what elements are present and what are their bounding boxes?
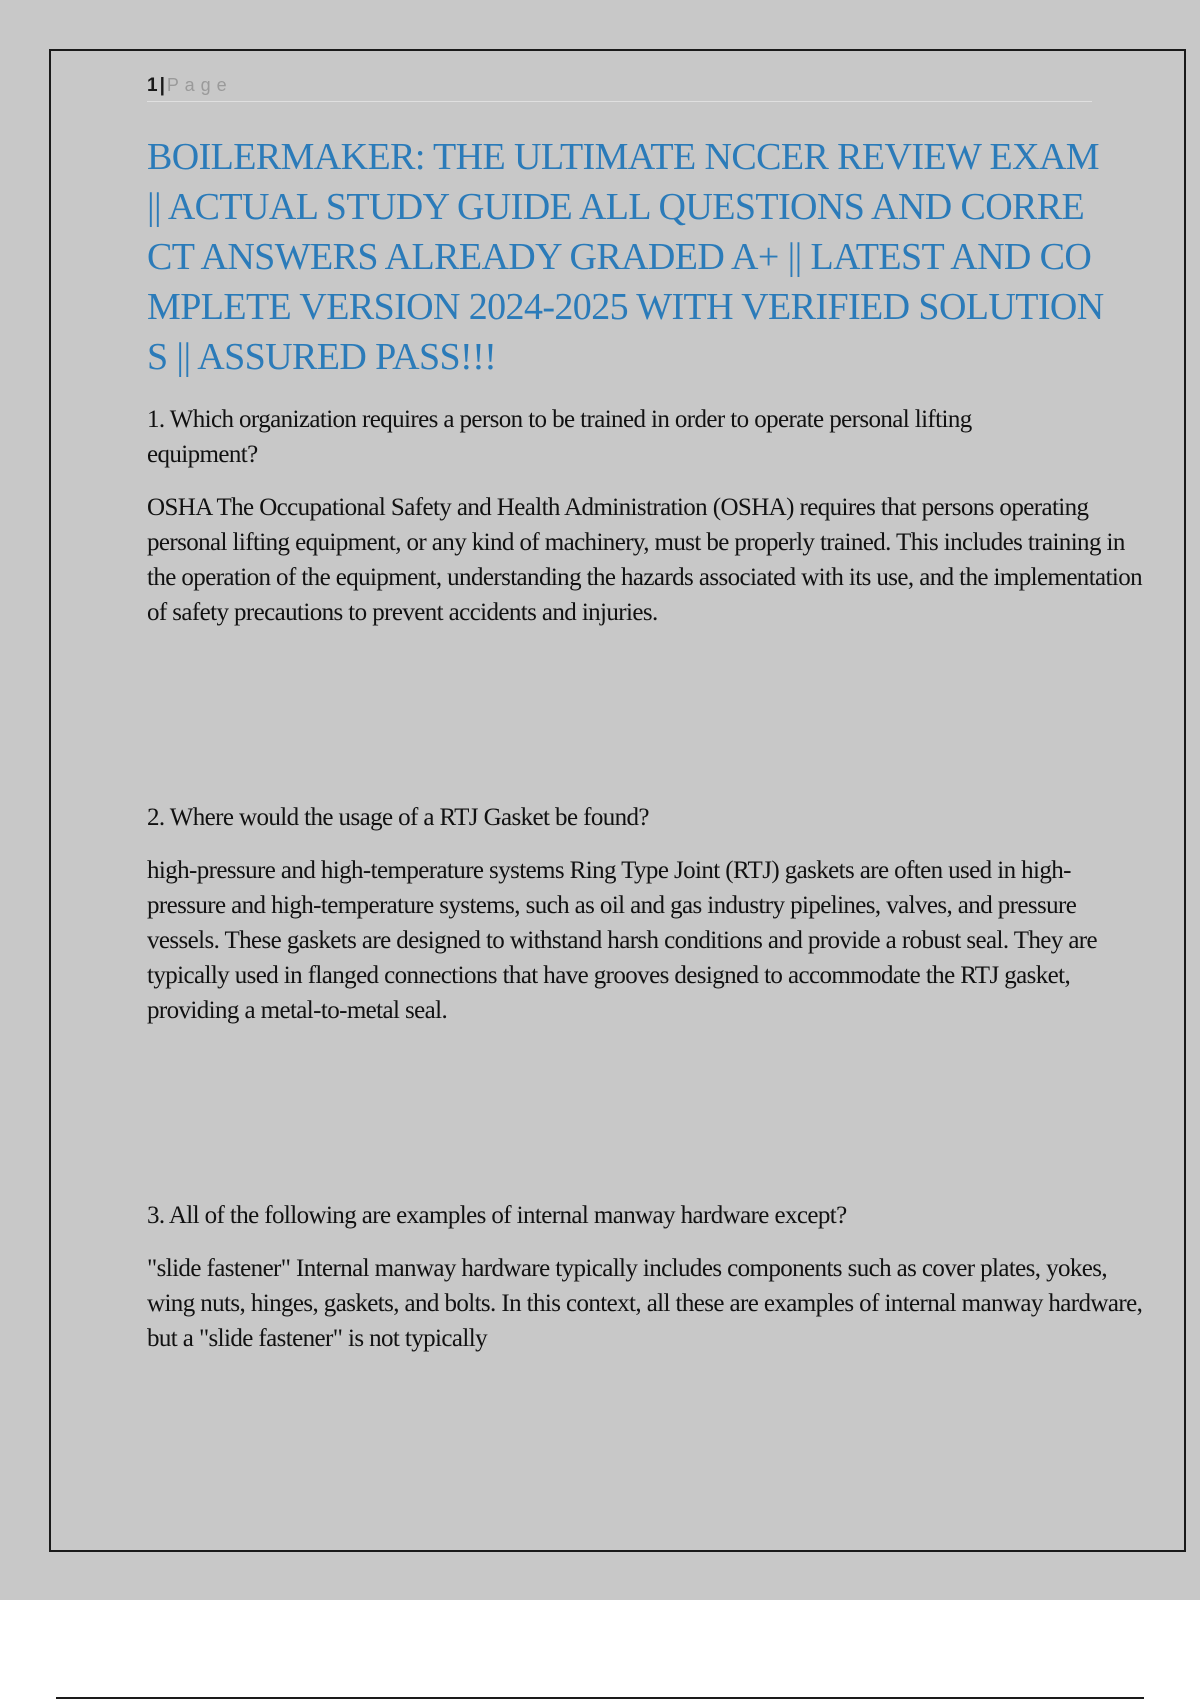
page-number: 1 — [147, 75, 158, 96]
page-separator: | — [159, 75, 165, 96]
question-1: 1. Which organization requires a person to be trained in order to operate personal lifting equipment? — [147, 406, 972, 468]
answer-2: high-pressure and high-temperature systems Ring Type Joint (RTJ) gaskets are often used in high-pressure and high-temperature systems, such as oil and gas industry pipelines, valves, and pressure vessels. These gaskets are designed to withstand harsh conditions and provide a robust seal. They are typically used in flanged connections that have grooves designed to accommodate the RTJ gasket, providing a metal-to-metal seal. — [147, 857, 1098, 1024]
question-3: 3. All of the following are examples of internal manway hardware except? — [147, 1202, 847, 1229]
footer-rule — [56, 1697, 1144, 1699]
question-2: 2. Where would the usage of a RTJ Gasket be found? — [147, 804, 649, 831]
spacer — [147, 1028, 1177, 1178]
page-frame — [49, 49, 1186, 1552]
page-header — [147, 71, 1092, 102]
document-title: BOILERMAKER: THE ULTIMATE NCCER REVIEW EXAM || ACTUAL STUDY GUIDE ALL QUESTIONS AND CORRECT ANSWERS ALREADY GRADED A+ || LATEST AND COMPLETE VERSION 2024-2025 WITH VERIFIED SOLUTIONS || ASSURED PASS!!! — [147, 136, 1104, 378]
spacer — [147, 630, 1177, 780]
page-label: P a g e — [166, 75, 228, 95]
answer-1: OSHA The Occupational Safety and Health Administration (OSHA) requires that persons operating personal lifting equipment, or any kind of machinery, must be properly trained. This includes training in the operation of the equipment, understanding the hazards associated with its use, and the implementation of safety precautions to prevent accidents and injuries. — [147, 494, 1143, 626]
answer-3: "slide fastener" Internal manway hardware typically includes components such as cover plates, yokes, wing nuts, hinges, gaskets, and bolts. In this context, all these are examples of internal manway hardware, but a "slide fastener" is not typically — [147, 1255, 1143, 1352]
page-content — [147, 71, 1177, 1356]
